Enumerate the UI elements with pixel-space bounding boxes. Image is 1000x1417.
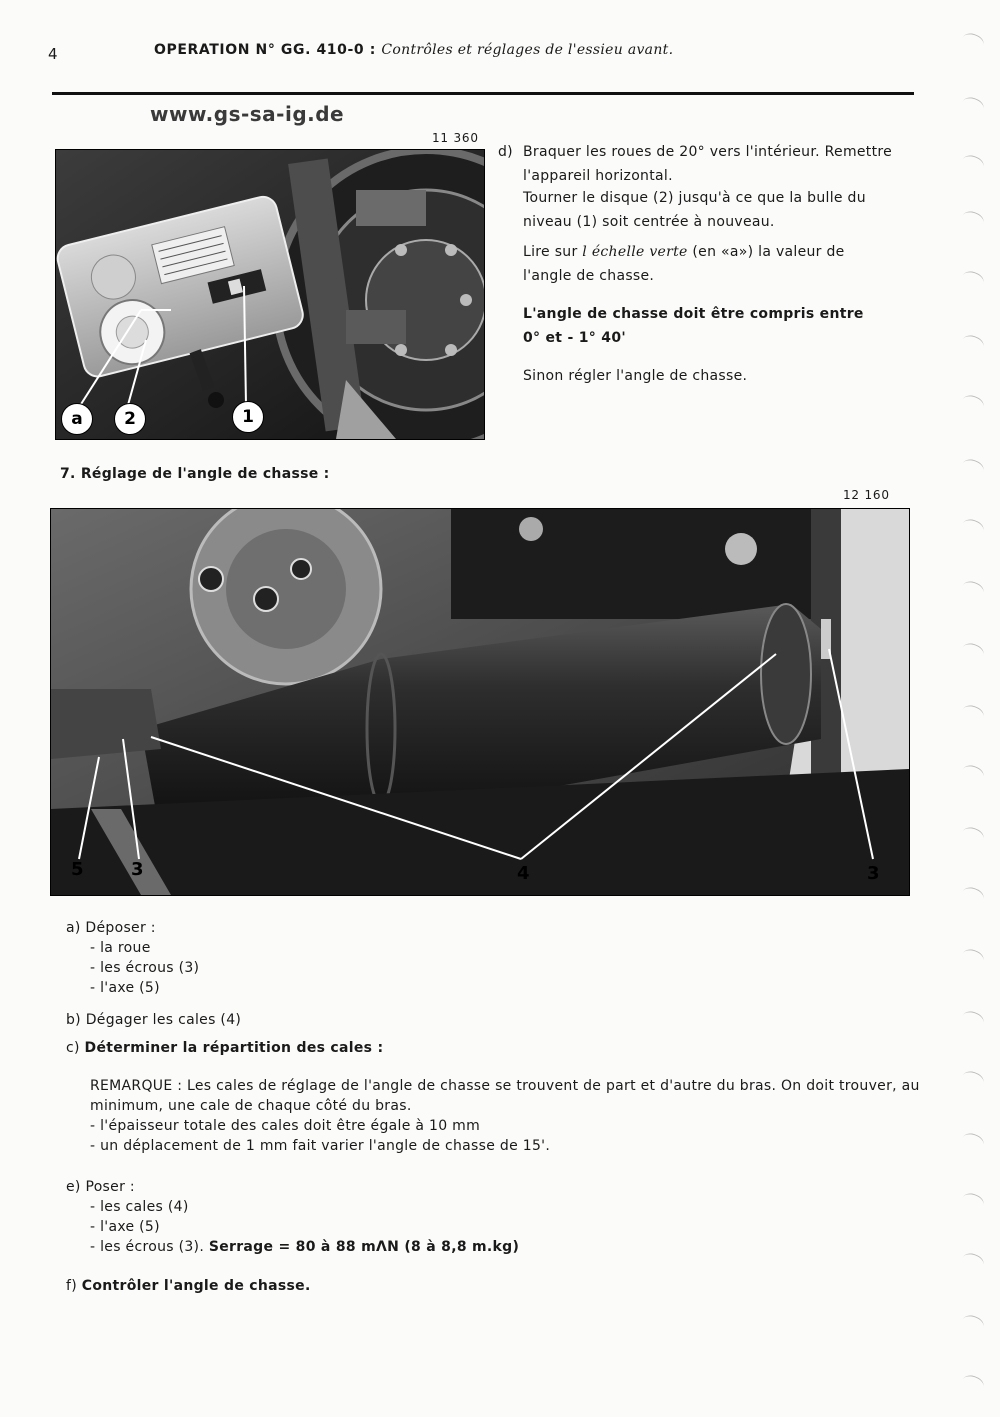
step-c-title: Déterminer la répartition des cales : [84,1040,384,1056]
gauge-photo-illustration [56,150,484,439]
figure1-photo [55,149,485,440]
remarque-item: - l'épaisseur totale des cales doit être égale à 10 mm [90,1118,481,1134]
step-e-torque: Serrage = 80 à 88 mΛN (8 à 8,8 m.kg) [208,1239,520,1255]
step-a-marker: a) [66,920,81,936]
callout-5: 5 [71,859,84,880]
callout-3-right: 3 [867,863,880,884]
step-e-last-pre: - les écrous (3). [90,1239,205,1255]
step-d-text-3-italic: l échelle verte [582,244,688,260]
remarque-item: - un déplacement de 1 mm fait varier l'angle de chasse de 15'. [90,1138,551,1154]
operation-title [154,42,673,58]
callout-4: 4 [517,863,530,884]
label-a: a [61,403,93,435]
axle-photo-illustration [51,509,909,895]
section-7-title: 7. Réglage de l'angle de chasse : [60,466,330,482]
step-a-item: - la roue [90,940,151,956]
step-b: b) Dégager les cales (4) [66,1012,242,1028]
step-c [66,1038,383,1058]
step-d-marker: d) [498,144,513,160]
figure1-ref: 11 360 [432,131,479,145]
step-e-marker: e) [66,1179,81,1195]
step-d-final: Sinon régler l'angle de chasse. [523,368,748,384]
operation-subtitle: Contrôles et réglages de l'essieu avant. [381,42,674,58]
step-e-title: Poser : [85,1179,135,1195]
callout-3-left: 3 [131,859,144,880]
label-2: 2 [114,403,146,435]
step-e-last [66,1237,519,1257]
step-a-item: - les écrous (3) [90,960,200,976]
step-f-title: Contrôler l'angle de chasse. [81,1278,311,1294]
page-number: 4 [48,45,58,63]
operation-number: OPERATION N° GG. 410-0 : [154,42,376,58]
step-e [66,1177,519,1257]
step-d-text-2: Tourner le disque (2) jusqu'à ce que la bulle du niveau (1) soit centrée à nouveau. [523,190,866,230]
step-c-marker: c) [66,1040,80,1056]
label-1: 1 [232,401,264,433]
figure2-photo [50,508,910,896]
step-d-bold-spec: L'angle de chasse doit être compris entre 0° et - 1° 40' [523,306,864,346]
remarque-text: REMARQUE : Les cales de réglage de l'angle de chasse se trouvent de part et d'autre du bras. On doit trouver, au minimum, une cale de chaque côté du bras. [90,1078,920,1114]
step-e-item: - l'axe (5) [90,1219,160,1235]
website-watermark: www.gs-sa-ig.de [150,102,345,126]
remarque-block [90,1076,920,1156]
step-f [66,1276,311,1296]
figure2-ref: 12 160 [843,488,890,502]
step-a-item: - l'axe (5) [90,980,160,996]
step-a-title: Déposer : [85,920,156,936]
step-d-text-1: Braquer les roues de 20° vers l'intérieur. Remettre l'appareil horizontal. [523,144,893,184]
step-a [66,918,199,998]
step-e-item: - les cales (4) [90,1199,189,1215]
step-f-marker: f) [66,1278,77,1294]
step-d-text-3 [523,240,883,288]
step-d-text-3-pre: Lire sur [523,244,578,260]
step-d-text-3-post: (en «a») la valeur de l'angle de chasse. [523,244,845,284]
header-rule [52,92,914,95]
